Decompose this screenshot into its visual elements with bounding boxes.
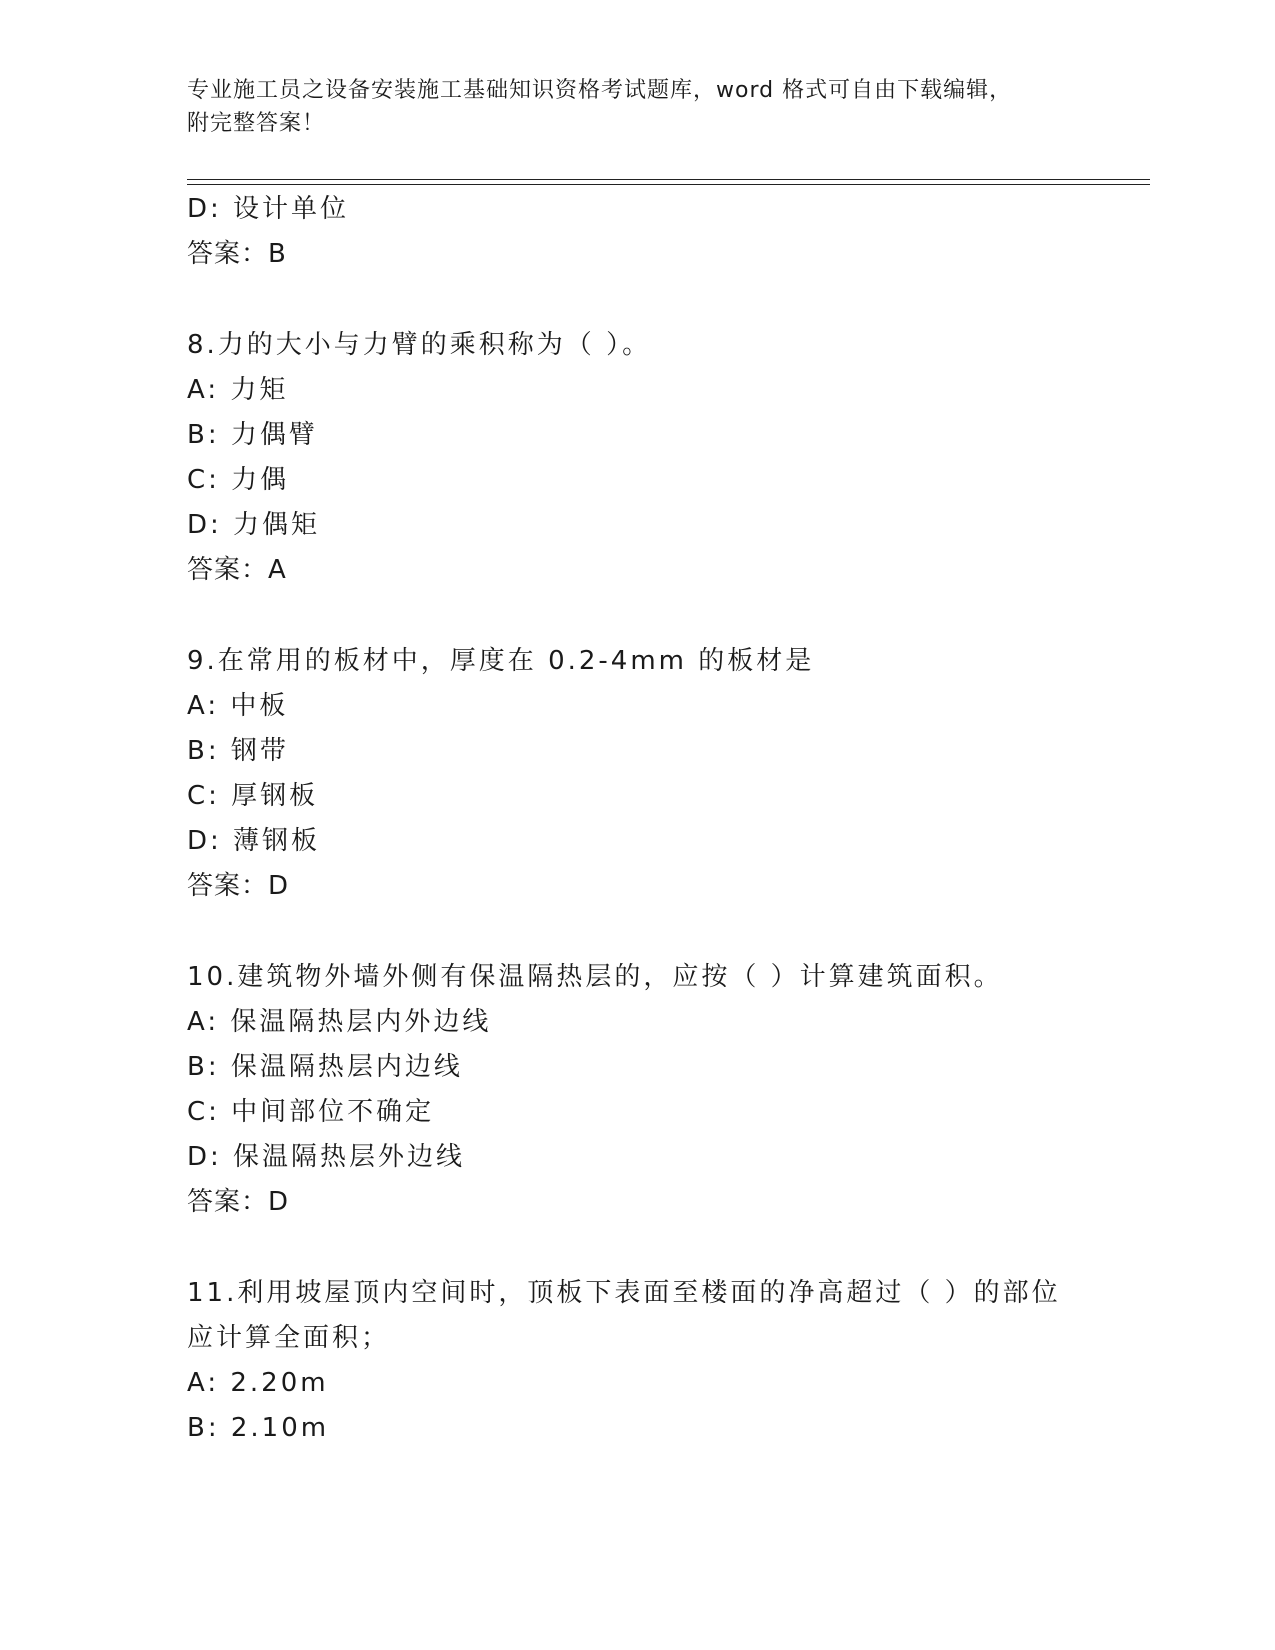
q9-question: 9.在常用的板材中，厚度在 0.2-4mm 的板材是 [187, 646, 815, 676]
q9-option-d: D: 薄钢板 [187, 826, 321, 856]
q9-option-c: C: 厚钢板 [187, 781, 319, 811]
q10-option-a: A: 保温隔热层内外边线 [187, 1007, 492, 1037]
header-rule-top [187, 179, 1150, 180]
q11-question-line-1: 11.利用坡屋顶内空间时，顶板下表面至楼面的净高超过（ ）的部位 [187, 1278, 1061, 1308]
q8-question: 8.力的大小与力臂的乘积称为（ ）。 [187, 330, 652, 360]
q8-answer: 答案：A [187, 555, 287, 585]
q9-option-a: A: 中板 [187, 691, 289, 721]
q11-option-a: A: 2.20m [187, 1368, 329, 1398]
q8-option-c: C: 力偶 [187, 465, 290, 495]
q8-option-b: B: 力偶臂 [187, 420, 318, 450]
header-line-2: 附完整答案！ [187, 111, 326, 136]
q8-option-d: D: 力偶矩 [187, 510, 321, 540]
q9-answer: 答案：D [187, 871, 290, 901]
q9-option-b: B: 钢带 [187, 736, 289, 766]
document-header [187, 74, 1087, 140]
header-line-1: 专业施工员之设备安装施工基础知识资格考试题库，word 格式可自由下载编辑， [187, 78, 1013, 103]
prev-answer: 答案：B [187, 239, 287, 269]
q10-option-d: D: 保温隔热层外边线 [187, 1142, 466, 1172]
q8-option-a: A: 力矩 [187, 375, 289, 405]
q11-option-b: B: 2.10m [187, 1413, 330, 1443]
q10-option-c: C: 中间部位不确定 [187, 1097, 435, 1127]
q11-question-line-2: 应计算全面积； [187, 1323, 391, 1353]
q10-answer: 答案：D [187, 1187, 290, 1217]
q10-option-b: B: 保温隔热层内边线 [187, 1052, 463, 1082]
q10-question: 10.建筑物外墙外侧有保温隔热层的，应按（ ）计算建筑面积。 [187, 962, 1003, 992]
prev-option-d: D: 设计单位 [187, 194, 350, 224]
header-rule-bottom [187, 184, 1150, 185]
